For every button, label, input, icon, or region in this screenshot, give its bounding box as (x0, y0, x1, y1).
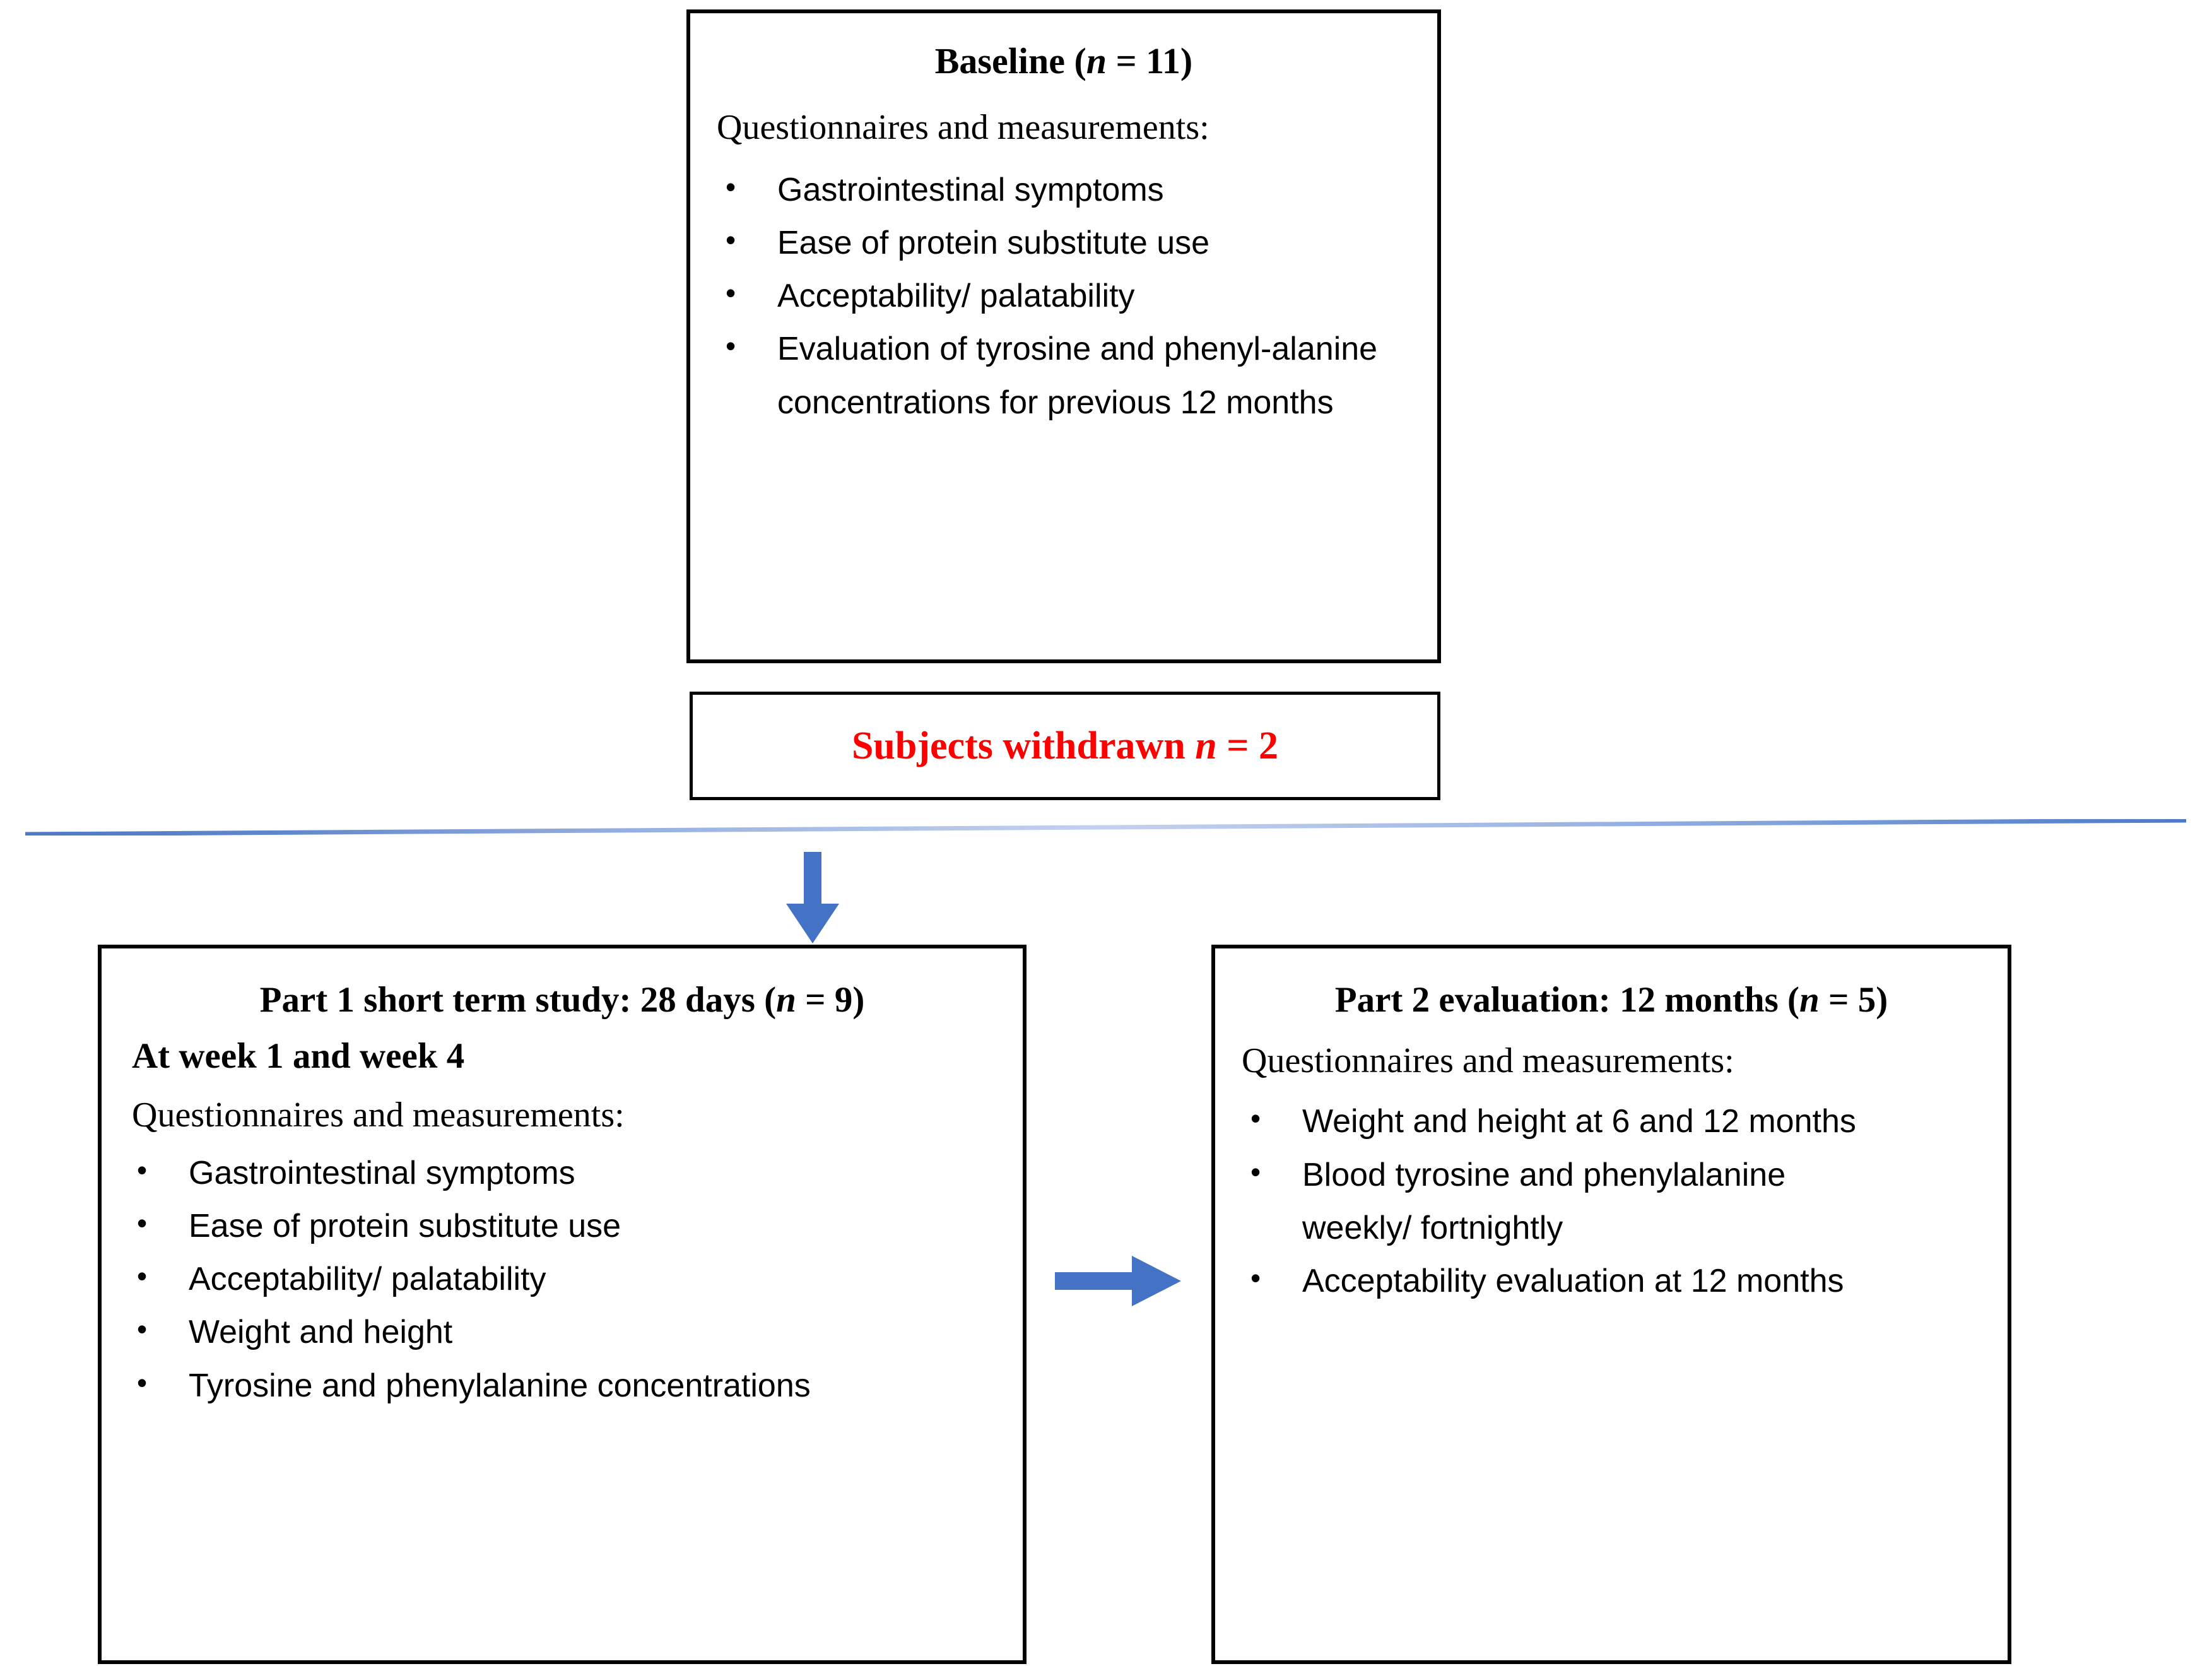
bullet-dot-icon: • (726, 276, 736, 310)
bullet-dot-icon: • (1250, 1261, 1261, 1295)
part1-subheading: At week 1 and week 4 (132, 1036, 465, 1077)
bullet-dot-icon: • (137, 1313, 148, 1346)
part2-bullet-list (1245, 1095, 2008, 1308)
bullet-dot-icon: • (1250, 1102, 1261, 1135)
bullet-dot-icon: • (137, 1366, 148, 1399)
part2-evaluation-box (1211, 945, 2011, 1664)
list-item-label: Weight and height (189, 1314, 453, 1351)
part1-bullet-list (132, 1147, 1023, 1412)
list-item-label: Acceptability/ palatability (189, 1261, 546, 1298)
part2-lead-text: Questionnaires and measurements: (1242, 1041, 1734, 1081)
baseline-bullet-list (721, 163, 1437, 429)
baseline-box (686, 9, 1441, 663)
part1-lead-text: Questionnaires and measurements: (132, 1095, 625, 1135)
baseline-heading: Baseline (n = 11) (934, 40, 1193, 81)
list-item-label: Weight and height at 6 and 12 months (1302, 1103, 1856, 1140)
subjects-withdrawn-box (690, 692, 1440, 800)
list-item (721, 322, 1437, 428)
list-item (1245, 1095, 2008, 1148)
list-item-label: Ease of protein substitute use (189, 1207, 621, 1244)
list-item-label: Acceptability/ palatability (777, 278, 1135, 315)
list-item-label: Tyrosine and phenylalanine concentrations (189, 1367, 811, 1404)
list-item-label: Evaluation of tyrosine and phenyl-alanine concentrations for previous 12 months (777, 331, 1378, 421)
right-arrow-icon (1055, 1256, 1181, 1306)
list-item-label: Gastrointestinal symptoms (189, 1154, 575, 1191)
bullet-dot-icon: • (726, 223, 736, 256)
list-item (721, 216, 1437, 269)
part1-heading: Part 1 short term study: 28 days (n = 9) (259, 980, 865, 1020)
down-arrow-icon (782, 852, 843, 943)
list-item-label: Acceptability evaluation at 12 months (1302, 1263, 1844, 1300)
list-item-label: Gastrointestinal symptoms (777, 171, 1164, 208)
blue-separator-line (25, 819, 2186, 835)
part2-heading: Part 2 evaluation: 12 months (n = 5) (1334, 980, 1888, 1020)
baseline-lead-text: Questionnaires and measurements: (717, 108, 1209, 148)
list-item (132, 1253, 1023, 1306)
subjects-withdrawn-text: Subjects withdrawn n = 2 (851, 724, 1279, 767)
list-item (132, 1359, 1023, 1412)
list-item (721, 163, 1437, 216)
bullet-dot-icon: • (1250, 1155, 1261, 1188)
part1-short-term-study-box (98, 945, 1027, 1664)
list-item (721, 269, 1437, 322)
list-item-label: Ease of protein substitute use (777, 224, 1210, 261)
bullet-dot-icon: • (726, 170, 736, 203)
bullet-dot-icon: • (726, 329, 736, 363)
list-item (1245, 1148, 2008, 1255)
bullet-dot-icon: • (137, 1153, 148, 1186)
bullet-dot-icon: • (137, 1206, 148, 1239)
list-item (132, 1147, 1023, 1200)
list-item-label: Blood tyrosine and phenylalanine weekly/ fortnightly (1302, 1156, 1786, 1246)
list-item (132, 1306, 1023, 1359)
list-item (132, 1200, 1023, 1253)
list-item (1245, 1255, 2008, 1308)
bullet-dot-icon: • (137, 1260, 148, 1293)
